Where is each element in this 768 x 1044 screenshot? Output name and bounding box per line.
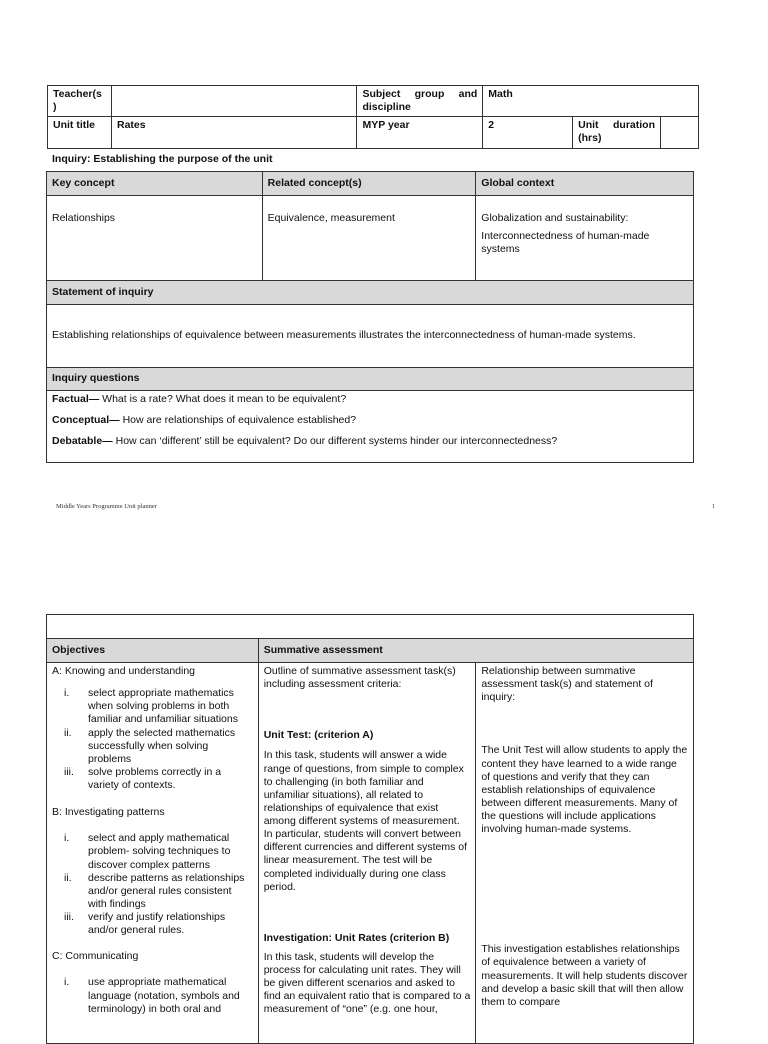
factual-text: What is a rate? What does it mean to be equivalent? [99,393,347,405]
inquiry-table [46,171,694,463]
global-context-line2: Interconnectedness of human-made systems [481,230,650,256]
list-item: i. use appropriate mathematical language (notation, symbols and terminology) in both oral and [64,976,240,1015]
duration-label: Unit duration (hrs) [573,117,661,149]
list-item: ii. apply the selected mathematics successfully when solving problems [64,726,236,765]
global-context-header: Global context [476,172,694,196]
subject-label: Subject group and discipline [357,86,483,117]
global-context-value [476,196,694,281]
inquiry-heading: Inquiry: Establishing the purpose of the unit [52,153,273,165]
relationship-cell [476,663,694,1044]
footer-page-number: 1 [712,503,716,510]
key-concept-value: Relationships [47,196,263,281]
debatable-label: Debatable— [52,435,113,448]
investigation-text: In this task, students will develop the process for calculating unit rates. They will be given different scenarios and asked to find an equivalent ratio that is compared to a measurement of “one” (e.g. one hour, [263,950,471,1016]
unit-title-value: Rates [111,117,356,149]
factual-label: Factual— [52,393,100,405]
unit-header-table [47,85,699,149]
criterion-a-list [52,687,253,792]
list-item: i. select and apply mathematical problem- solving techniques to discover complex patterns [64,832,231,871]
criterion-c-list [52,976,253,1015]
summative-header: Summative assessment [258,639,693,663]
statement-header: Statement of inquiry [47,281,694,305]
footer-title: Middle Years Programme Unit planner [56,503,157,510]
related-concepts-value: Equivalence, measurement [262,196,476,281]
relationship-intro: Relationship between summative assessment task(s) and statement of inquiry: [481,665,653,704]
objectives-cell [47,663,259,1044]
objectives-header: Objectives [47,639,259,663]
outline-intro: Outline of summative assessment task(s) including assessment criteria: [263,665,456,691]
list-item: iii. solve problems correctly in a variety of contexts. [64,765,222,791]
list-item: ii. describe patterns as relationships and/or general rules consistent with findings [64,871,245,910]
criterion-a-title: A: Knowing and understanding [52,665,196,677]
criterion-b-title: B: Investigating patterns [52,806,165,819]
list-item: i. select appropriate mathematics when solving problems in both familiar and unfamiliar situations [64,687,238,726]
global-context-line1: Globalization and sustainability: [481,212,629,224]
related-concepts-header: Related concept(s) [262,172,476,196]
debatable-text: How can ‘different’ still be equivalent? Do our different systems hinder our interconnectedness? [112,435,558,448]
assessment-table [46,614,694,1044]
duration-value [661,117,699,149]
list-item: iii. verify and justify relationships and/or general rules. [64,911,226,937]
teacher-label: Teacher(s ) [48,86,112,117]
conceptual-text: How are relationships of equivalence established? [119,414,357,427]
statement-of-inquiry: Establishing relationships of equivalence between measurements illustrates the interconnectedness of human-made systems. [47,305,694,368]
unit-test-title: Unit Test: (criterion A) [263,729,374,742]
debatable-question [52,435,688,448]
questions-header: Inquiry questions [47,368,694,391]
key-concept-header: Key concept [47,172,263,196]
factual-question [52,393,688,406]
investigation-title: Investigation: Unit Rates (criterion B) [263,931,450,944]
unit-test-text: In this task, students will answer a wide range of questions, from simple to complex to challenging (in both familiar and unfamiliar situations), all related to relationships of equivalence that exist among different systems of measurement. In particular, students will convert between different currencies and different systems of linear measurement. The test will be completed individually during one class period. [263,749,468,893]
assessment-blank-row [47,615,694,639]
conceptual-label: Conceptual— [52,414,120,427]
teacher-value [111,86,356,117]
conceptual-question [52,414,688,427]
myp-year-label: MYP year [357,117,483,149]
criterion-c-title: C: Communicating [52,950,139,963]
myp-year-value: 2 [483,117,573,149]
unit-title-label: Unit title [48,117,112,149]
unit-test-relationship: The Unit Test will allow students to apply the content they have learned to a wide range of questions and verify that they can establish relationships of equivalence between different measurements. Many of the questions will include applications involving human-made systems. [481,744,688,836]
outline-cell [258,663,476,1044]
subject-value: Math [483,86,699,117]
inquiry-questions [47,391,694,463]
investigation-relationship: This investigation establishes relationships of equivalence between a variety of measurements. It will help students discover and develop a basic skill that will then allow them to compare [481,943,688,1008]
criterion-b-list [52,832,253,937]
